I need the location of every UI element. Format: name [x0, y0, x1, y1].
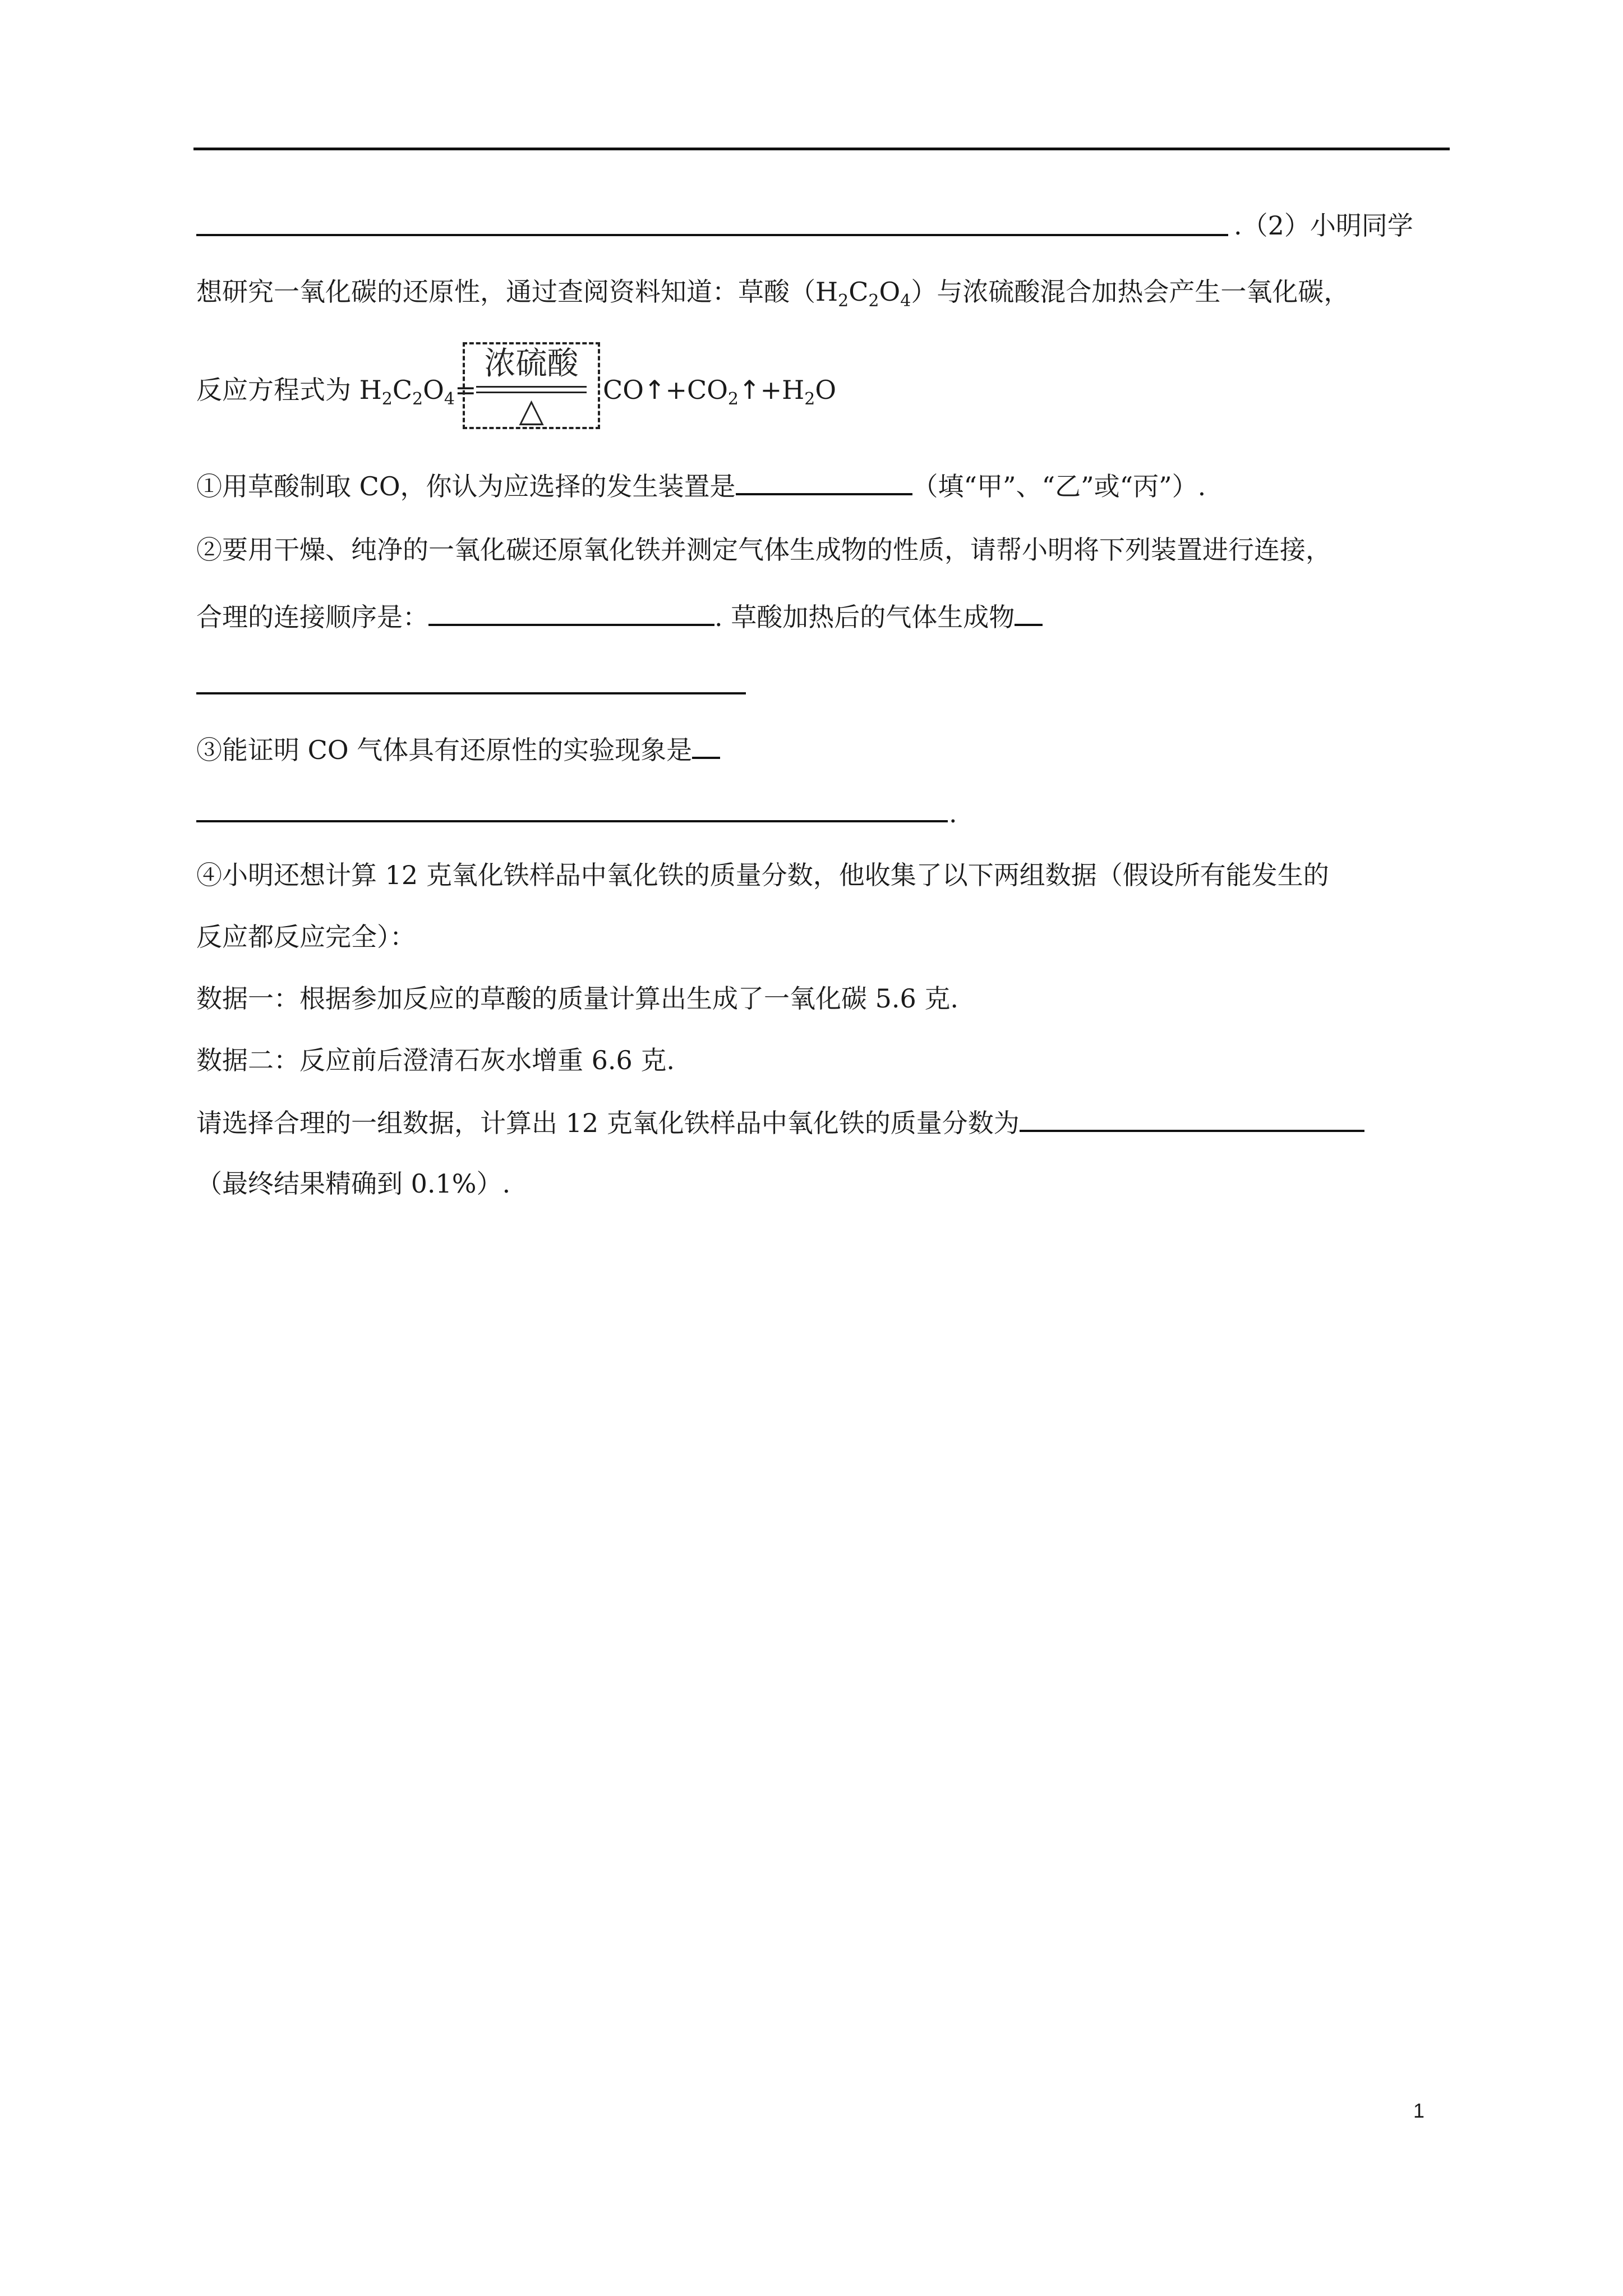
answer-blank-2b-cont[interactable] — [196, 668, 746, 694]
header-rule — [193, 148, 1450, 150]
data-two: 数据二：反应前后澄清石灰水增重 6.6 克. — [196, 1045, 675, 1075]
q2-intro-line: 想研究一氧化碳的还原性，通过查阅资料知道：草酸$(H_2C_2O_4)$与浓硫酸混合加热会产生一氧化碳， — [196, 277, 1350, 311]
answer-blank-1[interactable] — [736, 468, 912, 495]
answer-blank-3-cont[interactable] — [196, 795, 948, 822]
answer-blank-prev[interactable] — [196, 209, 1228, 236]
condition-reagent: 浓硫酸 — [484, 346, 579, 382]
equals-bar-upper — [476, 386, 587, 388]
sub-question-4-line-2: 反应都反应完全）： — [196, 922, 416, 952]
sub-question-2-line-2: 合理的连接顺序是： . 草酸加热后的气体生成物 — [196, 599, 1043, 634]
answer-blank-2a[interactable] — [428, 599, 714, 626]
gas-arrow-icon: ↑ — [739, 375, 760, 405]
sub-question-3: ③能证明 CO 气体具有还原性的实验现象是 — [196, 732, 720, 767]
data-one: 数据一：根据参加反应的草酸的质量计算出生成了一氧化碳 5.6 克. — [196, 983, 959, 1014]
page-number: 1 — [1413, 2099, 1425, 2122]
reaction-products: $CO↑+CO_2↑+H_2O$ — [603, 375, 837, 409]
gas-arrow-icon: ↑ — [643, 375, 666, 405]
sub-question-1: ①用草酸制取 CO，你认为应选择的发生装置是 （填“甲”、“乙”或“丙”）. — [196, 468, 1206, 503]
answer-blank-2b[interactable] — [1015, 599, 1043, 626]
q2-intro-suffix: .（2）小明同学 — [1234, 210, 1413, 241]
answer-blank-4[interactable] — [1020, 1105, 1364, 1132]
sub-question-4-line-1: ④小明还想计算 12 克氧化铁样品中氧化铁的质量分数，他收集了以下两组数据（假设所有能发生的 — [196, 860, 1329, 890]
sub-question-3-period: . — [949, 798, 957, 829]
reaction-equation: 反应方程式为 $H_2C_2O_4=$ — [196, 375, 477, 409]
precision-note: （最终结果精确到 0.1%）. — [196, 1168, 511, 1199]
heat-symbol: △ — [519, 391, 544, 429]
answer-blank-3[interactable] — [692, 732, 720, 759]
reaction-condition-box — [463, 342, 600, 429]
sub-question-2-line-1: ②要用干燥、纯净的一氧化碳还原氧化铁并测定气体生成物的性质，请帮小明将下列装置进行连接， — [196, 535, 1331, 565]
final-question: 请选择合理的一组数据，计算出 12 克氧化铁样品中氧化铁的质量分数为 — [196, 1105, 1364, 1140]
